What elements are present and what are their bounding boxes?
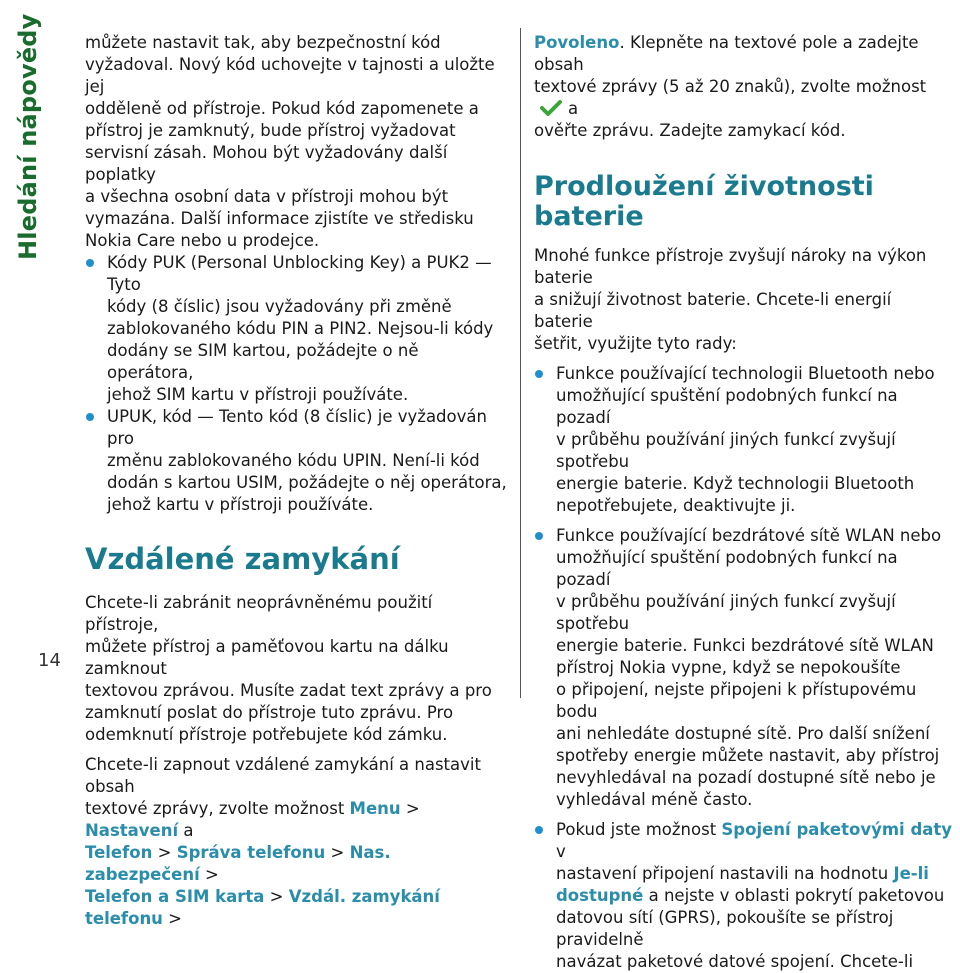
menu-path-settings: Nastavení xyxy=(85,820,179,840)
text-line: dodány se SIM kartou, požádejte o ně operátora, xyxy=(107,341,419,382)
text-line: spotřeby energie můžete nastavit, aby přístroj xyxy=(556,746,940,766)
text-line: Chcete-li zapnout vzdálené zamykání a nastavit obsah xyxy=(85,754,481,796)
sidebar xyxy=(0,0,70,724)
menu-path-remote-lock: Vzdál. zamykání telefonu xyxy=(85,886,440,928)
menu-path-phone: Telefon xyxy=(85,842,153,862)
text-fragment: . Klepněte na textové pole a zadejte obsah xyxy=(534,33,919,74)
text-line: energie baterie. Když technologii Bluetooth xyxy=(556,474,915,494)
text-fragment: nastavení připojení nastavili na hodnotu xyxy=(556,864,894,884)
text-line: UPUK, kód — Tento kód (8 číslic) je vyžadován pro xyxy=(107,407,487,448)
text-line: textovou zprávou. Musíte zadat text zprávy a pro xyxy=(85,680,492,700)
menu-path-menu: Menu xyxy=(349,798,401,818)
text-line: přístroj Nokia vypne, když se nepokoušíte xyxy=(556,658,901,678)
text-fragment: textové zprávy, zvolte možnost xyxy=(85,798,350,818)
path-separator: > xyxy=(199,864,219,884)
page-number: 14 xyxy=(38,650,61,671)
checkmark-icon xyxy=(540,100,562,116)
text-line: vyhledával méně často. xyxy=(556,790,753,810)
text-line: zablokovaného kódu PIN a PIN2. Nejsou-li kódy xyxy=(107,319,494,338)
text-line: umožňující spuštění podobných funkcí na pozadí xyxy=(556,386,898,428)
heading-battery-life: Prodloužení životnosti baterie xyxy=(534,171,874,232)
text-line: jehož kartu v přístroji používáte. xyxy=(107,495,374,514)
text-line: o připojení, nejste připojeni k přístupovému bodu xyxy=(556,680,917,722)
menu-path-security-settings: Nas. zabezpečení xyxy=(85,842,391,884)
text-line: kódy (8 číslic) jsou vyžadovány při změně xyxy=(107,297,452,316)
paragraph-remote-lock-continued xyxy=(534,32,954,142)
text-line: nepotřebujete, deaktivujte ji. xyxy=(556,496,796,516)
text-line: v průběhu používání jiných funkcí zvyšují spotřebu xyxy=(556,592,896,634)
list-item-upuk xyxy=(85,406,510,516)
option-enabled: Povoleno xyxy=(534,33,620,52)
path-separator: > xyxy=(162,908,183,928)
list-item-wlan xyxy=(534,525,954,811)
text-line: nevyhledával na pozadí dostupné sítě nebo je xyxy=(556,768,936,788)
text-line: Funkce používající bezdrátové sítě WLAN nebo xyxy=(556,526,942,546)
bullet-icon xyxy=(86,413,94,421)
section-title: Hledání nápovědy xyxy=(14,13,42,260)
intro-paragraph xyxy=(85,32,510,252)
option-packet-data-connection: Spojení paketovými daty xyxy=(721,820,953,840)
text-line: ověřte zprávu. Zadejte zamykací kód. xyxy=(534,121,846,140)
column-divider xyxy=(520,28,521,698)
text-fragment: a nejste v oblasti pokrytí paketovou xyxy=(643,886,945,906)
text-line: vymazána. Další informace zjistíte ve středisku xyxy=(85,209,474,228)
text-line: umožňující spuštění podobných funkcí na pozadí xyxy=(556,548,898,590)
text-line: a všechna osobní data v přístroji mohou být xyxy=(85,187,449,206)
list-item-puk xyxy=(85,252,510,406)
list-item-bluetooth xyxy=(534,363,954,517)
text-fragment: Pokud jste možnost xyxy=(556,820,722,840)
text-line: dodán s kartou USIM, požádejte o něj operátora, xyxy=(107,473,507,492)
text-line: Nokia Care nebo u prodejce. xyxy=(85,231,320,250)
text-line: jehož SIM kartu v přístroji používáte. xyxy=(107,385,409,404)
text-line: a snižují životnost baterie. Chcete-li energií baterie xyxy=(534,290,892,332)
text-fragment: a xyxy=(178,820,194,840)
bullet-icon xyxy=(535,370,543,378)
heading-remote-lock: Vzdálené zamykání xyxy=(85,542,400,576)
text-line: odděleně od přístroje. Pokud kód zapomenete a xyxy=(85,99,479,118)
text-line: Chcete-li zabránit neoprávněnému použití přístroje, xyxy=(85,592,433,634)
option-when-available-cont: dostupné xyxy=(556,886,644,906)
text-line: šetřit, využijte tyto rady: xyxy=(534,334,737,354)
bullet-icon xyxy=(86,259,94,267)
left-column xyxy=(85,32,510,930)
menu-path-phone-management: Správa telefonu xyxy=(176,842,326,862)
option-when-available: Je-li xyxy=(893,864,929,884)
text-line: můžete nastavit tak, aby bezpečnostní kód xyxy=(85,33,441,52)
text-line: energie baterie. Funkci bezdrátové sítě WLAN xyxy=(556,636,934,656)
text-fragment: a xyxy=(568,99,579,118)
path-separator: > xyxy=(152,842,177,862)
text-line: odemknutí přístroje potřebujete kód zámku. xyxy=(85,724,448,744)
text-line: Funkce používající technologii Bluetooth nebo xyxy=(556,364,935,384)
text-line: ani nehledáte dostupné sítě. Pro další snížení xyxy=(556,724,930,744)
bullet-icon xyxy=(535,532,543,540)
text-line: v průběhu používání jiných funkcí zvyšují spotřebu xyxy=(556,430,896,472)
text-line: můžete přístroj a paměťovou kartu na dálku zamknout xyxy=(85,636,449,678)
bullet-icon xyxy=(535,826,543,834)
text-line: servisní zásah. Mohou být vyžadovány další poplatky xyxy=(85,143,448,184)
list-item-packet-data xyxy=(534,819,954,973)
text-line: navázat paketové datové spojení. Chcete-li xyxy=(556,952,914,972)
text-fragment: v xyxy=(556,842,566,862)
paragraph-remote-lock xyxy=(85,592,510,746)
text-line: změnu zablokovaného kódu UPIN. Není-li kód xyxy=(107,451,480,470)
text-line: vyžadoval. Nový kód uchovejte v tajnosti a uložte jej xyxy=(85,55,495,96)
paragraph-battery-intro xyxy=(534,245,954,355)
path-separator: > xyxy=(264,886,289,906)
text-fragment: textové zprávy (5 až 20 znaků), zvolte možnost xyxy=(534,77,927,96)
text-line: Kódy PUK (Personal Unblocking Key) a PUK2 — Tyto xyxy=(107,253,492,294)
paragraph-remote-lock-steps xyxy=(85,754,510,930)
right-column xyxy=(534,32,954,973)
text-line: zamknutí poslat do přístroje tuto zprávu. Pro xyxy=(85,702,454,722)
text-line: Mnohé funkce přístroje zvyšují nároky na výkon baterie xyxy=(534,246,927,288)
text-line: datovou sítí (GPRS), pokoušíte se přístroj pravidelně xyxy=(556,908,894,950)
text-line: přístroj je zamknutý, bude přístroj vyžadovat xyxy=(85,121,456,140)
menu-path-phone-and-sim: Telefon a SIM karta xyxy=(85,886,265,906)
path-separator: > xyxy=(400,798,420,818)
path-separator: > xyxy=(325,842,350,862)
